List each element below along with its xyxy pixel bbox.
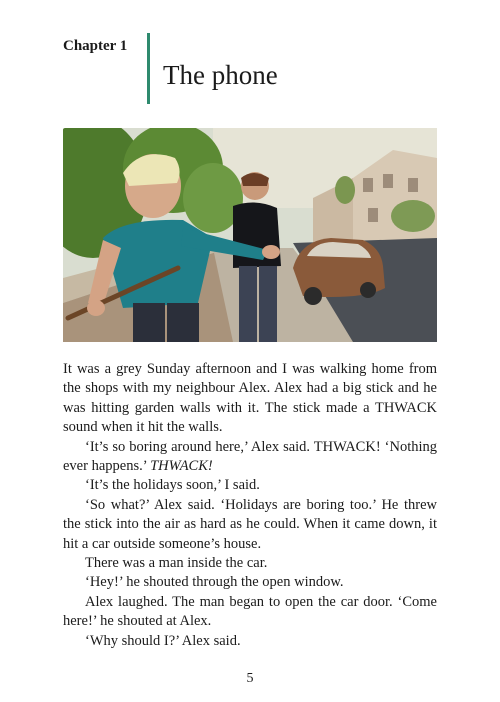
- chapter-title: The phone: [163, 60, 278, 90]
- paragraph: ‘Hey!’ he shouted through the open window.: [85, 574, 344, 591]
- emphasis-text: THWACK!: [150, 458, 213, 475]
- paragraph: ‘It’s the holidays soon,’ I said.: [85, 477, 260, 494]
- story-text: [63, 360, 437, 651]
- chapter-illustration: [63, 128, 437, 342]
- paragraph: It was a grey Sunday afternoon and I was walking home from the shops with my neighbour Alex. Alex had a big stick and he was hitting garden walls with it. The stick made a THWACK sound when it hit the walls.: [63, 361, 437, 436]
- chapter-divider: [147, 33, 150, 104]
- chapter-label: Chapter 1: [63, 38, 128, 54]
- paragraph: There was a man inside the car.: [85, 555, 268, 572]
- paragraph: ‘It’s so boring around here,’ Alex said. THWACK! ‘Nothing ever happens.’ THWACK!: [63, 438, 437, 475]
- paragraph: Alex laughed. The man began to open the car door. ‘Come here!’ he shouted at Alex.: [63, 593, 437, 630]
- paragraph: ‘So what?’ Alex said. ‘Holidays are boring too.’ He threw the stick into the air as hard as he could. When it came down, it hit a car outside someone’s house.: [63, 496, 437, 552]
- page-number: 5: [246, 671, 254, 686]
- paragraph: ‘Why should I?’ Alex said.: [85, 632, 241, 649]
